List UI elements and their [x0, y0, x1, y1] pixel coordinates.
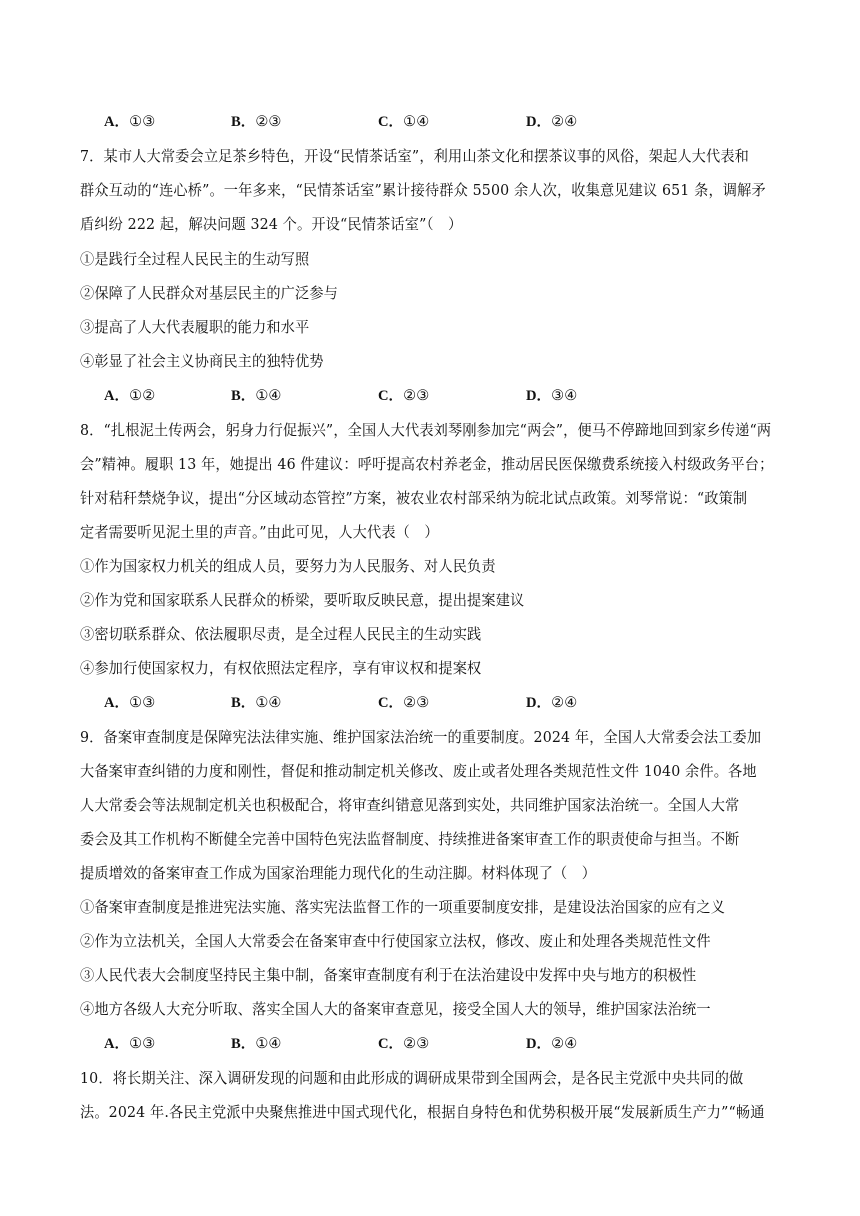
- q7-stem-line: 7．某市人大常委会立足茶乡特色，开设“民情茶话室”，利用山茶文化和摆茶议事的风俗，架起人大代表和: [80, 148, 750, 165]
- q9-option-c[interactable]: C．②③: [378, 1035, 430, 1052]
- q6-option-b[interactable]: B．②③: [231, 113, 282, 130]
- q8-stem-line: 针对秸秆禁烧争议，提出“分区域动态管控”方案，被农业农村部采纳为皖北试点政策。刘琴常说：“政策制: [80, 490, 748, 507]
- q7-statement-3: ③提高了人大代表履职的能力和水平: [80, 319, 310, 336]
- q10-stem-line: 10．将长期关注、深入调研发现的问题和由此形成的调研成果带到全国两会，是各民主党派中央共同的做: [80, 1070, 744, 1087]
- q9-statement-3: ③人民代表大会制度坚持民主集中制，备案审查制度有利于在法治建设中发挥中央与地方的积极性: [80, 967, 697, 984]
- q7-stem-line: 盾纠纷 222 起，解决问题 324 个。开设“民情茶话室”（ ）: [80, 216, 463, 233]
- q8-options: [104, 693, 804, 713]
- q8-option-d[interactable]: D．②④: [526, 694, 578, 711]
- q9-stem-line: 提质增效的备案审查工作成为国家治理能力现代化的生动注脚。材料体现了（ ）: [80, 865, 597, 882]
- q8-stem-line: 8．“扎根泥土传两会，躬身力行促振兴”，全国人大代表刘琴刚参加完“两会”，便马不停蹄地回到家乡传递“两: [80, 422, 772, 439]
- q8-statement-4: ④参加行使国家权力，有权依照法定程序，享有审议权和提案权: [80, 660, 482, 677]
- q7-statement-2: ②保障了人民群众对基层民主的广泛参与: [80, 285, 339, 302]
- q9-stem-line: 大备案审查纠错的力度和刚性，督促和推动制定机关修改、废止或者处理各类规范性文件 1040 余件。各地: [80, 763, 757, 780]
- q9-option-b[interactable]: B．①④: [231, 1035, 282, 1052]
- q7-stem-line: 群众互动的“连心桥”。一年多来，“民情茶话室”累计接待群众 5500 余人次，收集意见建议 651 条，调解矛: [80, 182, 766, 199]
- q10-stem-line: 法。2024 年.各民主党派中央聚焦推进中国式现代化，根据自身特色和优势积极开展“发展新质生产力”“畅通: [80, 1104, 765, 1121]
- q9-options: [104, 1034, 804, 1054]
- q8-statement-1: ①作为国家权力机关的组成人员，要努力为人民服务、对人民负责: [80, 558, 496, 575]
- q8-statement-3: ③密切联系群众、依法履职尽责，是全过程人民民主的生动实践: [80, 626, 482, 643]
- q9-statement-1: ①备案审查制度是推进宪法实施、落实宪法监督工作的一项重要制度安排，是建设法治国家的应有之义: [80, 899, 726, 916]
- q9-statement-2: ②作为立法机关，全国人大常委会在备案审查中行使国家立法权，修改、废止和处理各类规范性文件: [80, 933, 711, 950]
- q9-stem-line: 委会及其工作机构不断健全完善中国特色宪法监督制度、持续推进备案审查工作的职责使命与担当。不断: [80, 831, 740, 848]
- q8-statement-2: ②作为党和国家联系人民群众的桥梁，要听取反映民意，提出提案建议: [80, 592, 525, 609]
- q9-stem-line: 人大常委会等法规制定机关也积极配合，将审查纠错意见落到实处，共同维护国家法治统一。全国人大常: [80, 797, 740, 814]
- q8-option-c[interactable]: C．②③: [378, 694, 430, 711]
- q7-statement-1: ①是践行全过程人民民主的生动写照: [80, 251, 310, 268]
- q6-option-c[interactable]: C．①④: [378, 113, 430, 130]
- q9-option-a[interactable]: A．①③: [104, 1035, 156, 1052]
- q7-option-b[interactable]: B．①④: [231, 387, 282, 404]
- q6-option-d[interactable]: D．②④: [526, 113, 578, 130]
- q8-stem-line: 会”精神。履职 13 年，她提出 46 件建议：呼吁提高农村养老金，推动居民医保缴费系统接入村级政务平台；: [80, 456, 774, 473]
- q6-option-a[interactable]: A．①③: [104, 113, 156, 130]
- q9-stem-line: 9．备案审查制度是保障宪法法律实施、维护国家法治统一的重要制度。2024 年，全国人大常委会法工委加: [80, 729, 762, 746]
- q8-option-b[interactable]: B．①④: [231, 694, 282, 711]
- q7-options: [104, 386, 804, 406]
- q9-option-d[interactable]: D．②④: [526, 1035, 578, 1052]
- q7-statement-4: ④彰显了社会主义协商民主的独特优势: [80, 353, 324, 370]
- q8-stem-line: 定者需要听见泥土里的声音。”由此可见，人大代表（ ）: [80, 524, 439, 541]
- q7-option-c[interactable]: C．②③: [378, 387, 430, 404]
- q9-statement-4: ④地方各级人大充分听取、落实全国人大的备案审查意见，接受全国人大的领导，维护国家法治统一: [80, 1001, 711, 1018]
- q7-option-d[interactable]: D．③④: [526, 387, 578, 404]
- q8-option-a[interactable]: A．①③: [104, 694, 156, 711]
- q6-options: [104, 112, 804, 132]
- q7-option-a[interactable]: A．①②: [104, 387, 156, 404]
